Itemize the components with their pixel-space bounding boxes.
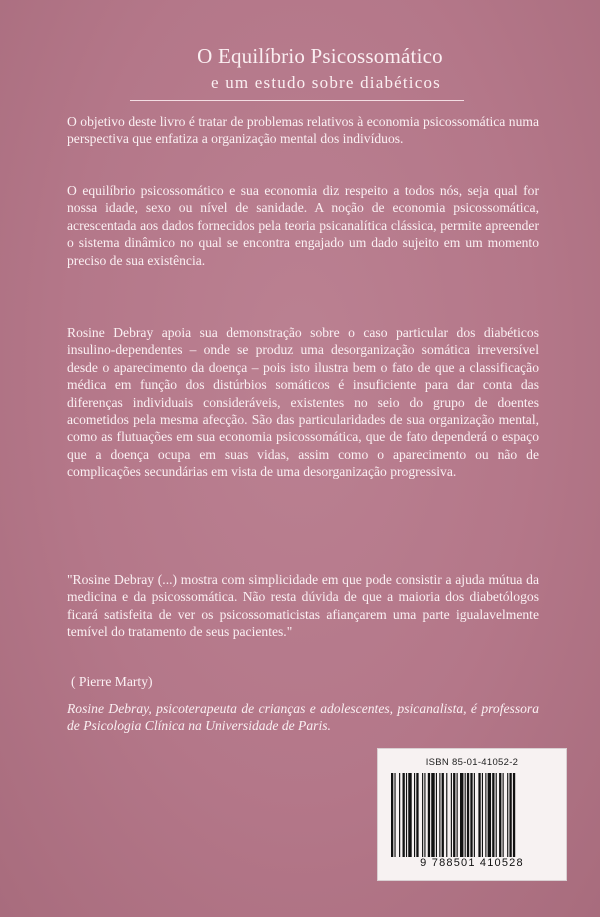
barcode-icon bbox=[389, 773, 555, 857]
paragraph-intro: O objetivo deste livro é tratar de problemas relativos à economia psicossomática numa perspectiva que enfatiza a organização mental dos indivíduos. bbox=[67, 114, 539, 147]
book-subtitle: e um estudo sobre diabéticos bbox=[211, 73, 441, 92]
author-bio: Rosine Debray, psicoterapeuta de crianças e adolescentes, psicanalista, é professora de Psicologia Clínica na Universidade de Paris. bbox=[67, 701, 539, 734]
book-title: O Equilíbrio Psicossomático bbox=[197, 44, 443, 68]
paragraph-balance: O equilíbrio psicossomático e sua economia diz respeito a todos nós, seja qual for nossa idade, sexo ou nível de sanidade. A noção de economia psicossomática, acrescentada aos dados fornecidos pela teoria psicanalítica clássica, permite apreender o sistema dinâmico no qual se encontra engajado um dado sujeito em um momento preciso de sua existência. bbox=[67, 183, 539, 268]
quote-attribution: ( Pierre Marty) bbox=[71, 674, 153, 689]
barcode-box bbox=[377, 748, 567, 881]
isbn-label: ISBN 85-01-41052-2 bbox=[425, 757, 519, 768]
barcode-number: 9 788501 410528 bbox=[420, 857, 524, 869]
paragraph-diabetics: Rosine Debray apoia sua demonstração sobre o caso particular dos diabéticos insulino-dependentes – onde se produz uma desorganização somática irreversível desde o aparecimento da doença – pois isto ilustra bem o fato de que a classificação médica em função dos distúrbios somáticos é insuficiente para dar conta das diferenças individuais consideráveis, existentes no seio do grupo de doentes acometidos pela mesma afecção. São das particularidades de sua organização mental, como as flutuações em sua economia psicossomática, que de fato dependerá o espaço que a doença ocupa em suas vidas, assim como o aparecimento ou não de complicações secundárias em vista de uma desorganização progressiva. bbox=[67, 325, 539, 480]
title-divider bbox=[130, 100, 464, 101]
quote: "Rosine Debray (...) mostra com simplicidade em que pode consistir a ajuda mútua da medicina e da psicossomática. Não resta dúvida de que a maioria dos diabetólogos ficará satisfeita de ver os psicossomaticistas afiançarem uma parte igualavelmente temível do tratamento de seus pacientes." bbox=[67, 572, 539, 640]
title-block bbox=[0, 44, 600, 93]
